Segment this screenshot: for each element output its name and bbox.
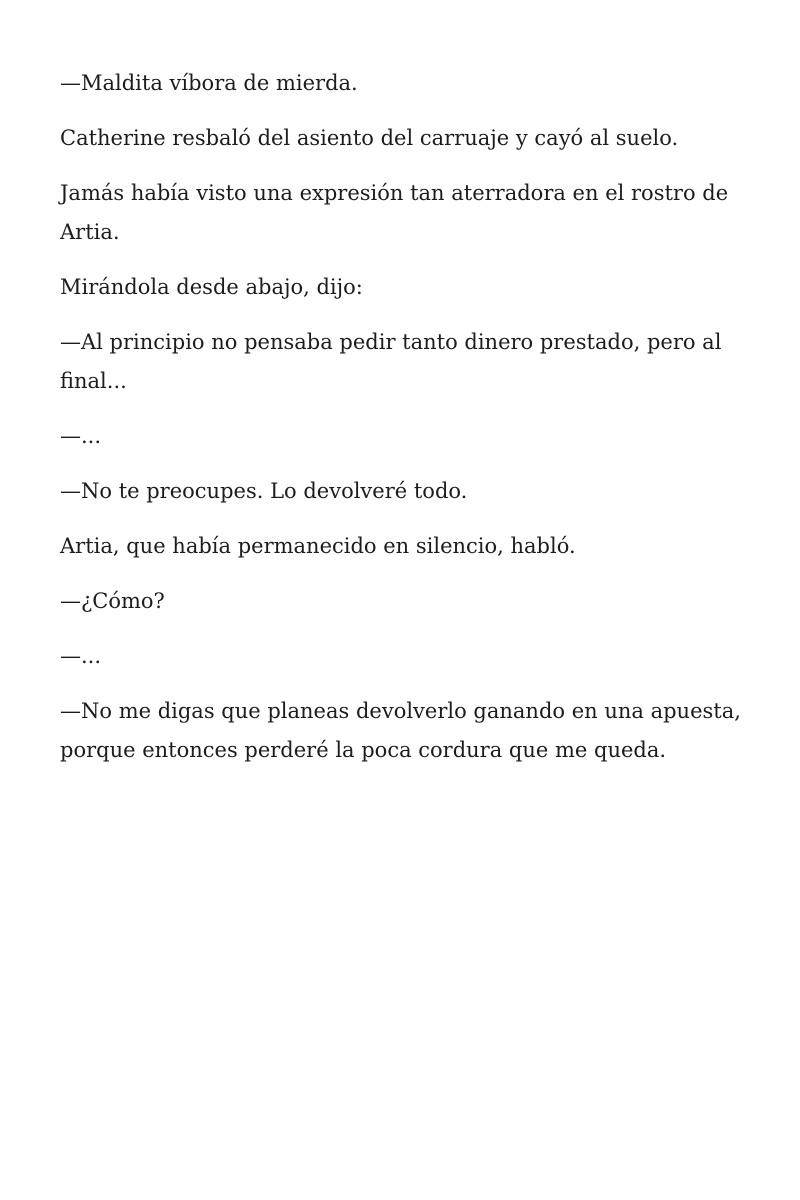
paragraph: —¿Cómo? <box>60 589 165 613</box>
paragraph: Mirándola desde abajo, dijo: <box>60 275 363 299</box>
paragraph: —Al principio no pensaba pedir tanto dinero prestado, pero al final... <box>60 330 722 393</box>
document-body <box>60 64 750 786</box>
paragraph: Catherine resbaló del asiento del carruaje y cayó al suelo. <box>60 126 679 150</box>
paragraph: Artia, que había permanecido en silencio, habló. <box>60 534 576 558</box>
paragraph: —No te preocupes. Lo devolveré todo. <box>60 479 468 503</box>
paragraph: —No me digas que planeas devolverlo ganando en una apuesta, porque entonces perderé la poca cordura que me queda. <box>60 699 741 762</box>
paragraph: Jamás había visto una expresión tan aterradora en el rostro de Artia. <box>60 181 729 244</box>
paragraph: —... <box>60 644 102 668</box>
paragraph: —... <box>60 424 102 448</box>
paragraph: —Maldita víbora de mierda. <box>60 71 358 95</box>
